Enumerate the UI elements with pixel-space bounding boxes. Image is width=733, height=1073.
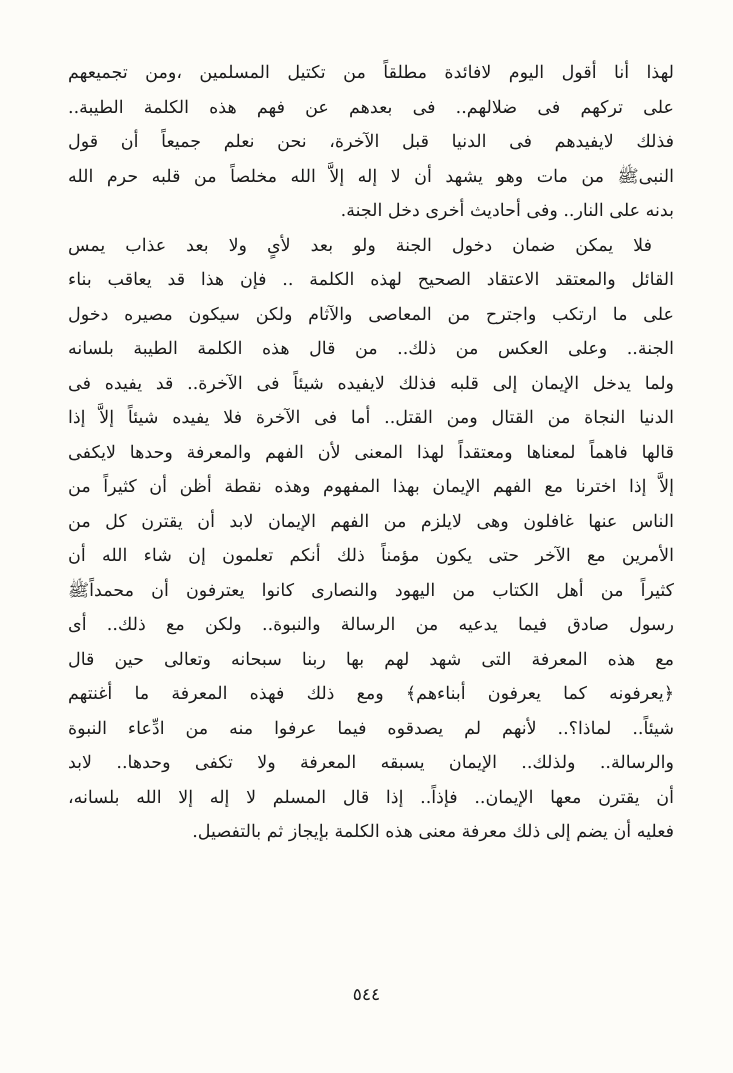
text-line: فلا يمكن ضمان دخول الجنة ولو بعد لأىٍ ولا بعد عذاب يمس — [68, 235, 652, 256]
text-line: ولما يدخل الإيمان إلى قلبه فذلك لايفيده شيئاً فى الآخرة.. قد يفيده فى — [68, 373, 674, 394]
body-text — [68, 56, 674, 850]
text-line: كثيراً من أهل الكتاب من اليهود والنصارى كانوا يعترفون أن محمداًﷺ — [68, 580, 674, 601]
text-line: على تركهم فى ضلالهم.. فى بعدهم عن فهم هذه الكلمة الطيبة.. — [68, 97, 674, 118]
text-line: الأمرين مع الآخر حتى يكون مؤمناً ذلك أنكم تعلمون إن شاء الله أن — [68, 546, 674, 566]
text-line: فعليه أن يضم إلى ذلك معرفة معنى هذه الكلمة بإيجاز ثم بالتفصيل. — [192, 822, 674, 842]
text-line: الجنة.. وعلى العكس من ذلك.. من قال هذه الكلمة الطيبة بلسانه — [68, 339, 674, 359]
text-line: أن يقترن معها الإيمان.. فإذاً.. إذا قال المسلم لا إله إلا الله بلسانه، — [68, 787, 674, 808]
text-line: لهذا أنا أقول اليوم لافائدة مطلقاً من تكتيل المسلمين ،ومن تجميعهم — [68, 63, 674, 83]
text-line: فذلك لايفيدهم فى الدنيا قبل الآخرة، نحن نعلم جميعاً أن قول — [68, 132, 674, 152]
text-line: شيئاً.. لماذا؟.. لأنهم لم يصدقوه فيما عرفوا منه من ادِّعاء النبوة — [68, 718, 674, 739]
text-line: والرسالة.. ولذلك.. الإيمان يسبقه المعرفة ولا تكفى وحدها.. لابد — [68, 753, 674, 773]
text-line: بدنه على النار.. وفى أحاديث أخرى دخل الجنة. — [340, 201, 674, 221]
text-line: القائل والمعتقد الاعتقاد الصحيح لهذه الكلمة .. فإن هذا قد يعاقب بناء — [68, 270, 674, 290]
text-line: على ما ارتكب واجترح من المعاصى والآثام ولكن سيكون مصيره دخول — [68, 304, 674, 325]
text-line: الدنيا النجاة من القتال ومن القتل.. أما فى الآخرة فلا يفيده شيئاً إلاَّ إذا — [68, 408, 674, 428]
text-line: الناس عنها غافلون وهى لايلزم من الفهم الإيمان لابد أن يقترن كل من — [68, 511, 674, 532]
text-line: قالها فاهماً لمعناها ومعتقداً لهذا المعنى لأن الفهم والمعرفة وحدها لايكفى — [68, 442, 674, 463]
text-line: النبىﷺ من مات وهو يشهد أن لا إله إلاَّ الله مخلصاً من قلبه حرم الله — [68, 166, 674, 187]
text-line: رسول صادق فيما يدعيه من الرسالة والنبوة.. ولكن مع ذلك.. أى — [68, 615, 674, 635]
text-line: إلاَّ إذا اخترنا مع الفهم الإيمان بهذا المفهوم وهذه نقطة أظن أن كثيراً من — [68, 477, 674, 497]
text-line: مع هذه المعرفة التى شهد لهم بها ربنا سبحانه وتعالى حين قال — [68, 649, 674, 670]
quran-quote-line: ﴿يعرفونه كما يعرفون أبناءهم﴾ ومع ذلك فهذه المعرفة ما أغنتهم — [68, 684, 674, 704]
page-number: ٥٤٤ — [352, 985, 381, 1005]
